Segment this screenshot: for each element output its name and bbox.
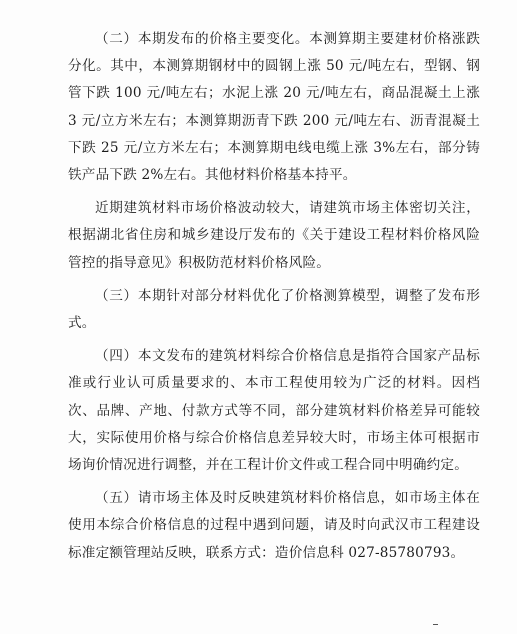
page-corner-mark: [433, 624, 438, 625]
paragraph-price-changes: （二）本期发布的价格主要变化。本测算期主要建材价格涨跌分化。其中，本测算期钢材中的圆钢上涨 50 元/吨左右，型钢、钢管下跌 100 元/吨左右；水泥上涨 20 元/吨左右，商品混凝土上涨 3 元/立方米左右；本测算期沥青下跌 200 元/吨左右、沥青混凝土下跌 25 元/立方米左右；本测算期电线电缆上涨 3%左右，部分铸铁产品下跌 2%左右。其他材料价格基本持平。: [68, 31, 480, 184]
paragraph-market-notice: 近期建筑材料市场价格波动较大，请建筑市场主体密切关注，根据湖北省住房和城乡建设厅发布的《关于建设工程材料价格风险管控的指导意见》积极防范材料价格风险。: [68, 200, 480, 271]
paragraph-price-definition: （四）本文发布的建筑材料综合价格信息是指符合国家产品标准或行业认可质量要求的、本市工程使用较为广泛的材料。因档次、品牌、产地、付款方式等不同，部分建筑材料价格差异可能较大，实际使用价格与综合价格信息差异较大时，市场主体可根据市场询价情况进行调整，并在工程计价文件或工程合同中明确约定。: [68, 348, 480, 474]
document-body: [68, 26, 480, 573]
paragraph-model-optimization: （三）本期针对部分材料优化了价格测算模型，调整了发布形式。: [68, 287, 480, 332]
paragraph-contact-info: （五）请市场主体及时反映建筑材料价格信息，如市场主体在使用本综合价格信息的过程中遇到问题，请及时向武汉市工程建设标准定额管理站反映，联系方式：造价信息科 027-85780793。: [68, 490, 480, 561]
